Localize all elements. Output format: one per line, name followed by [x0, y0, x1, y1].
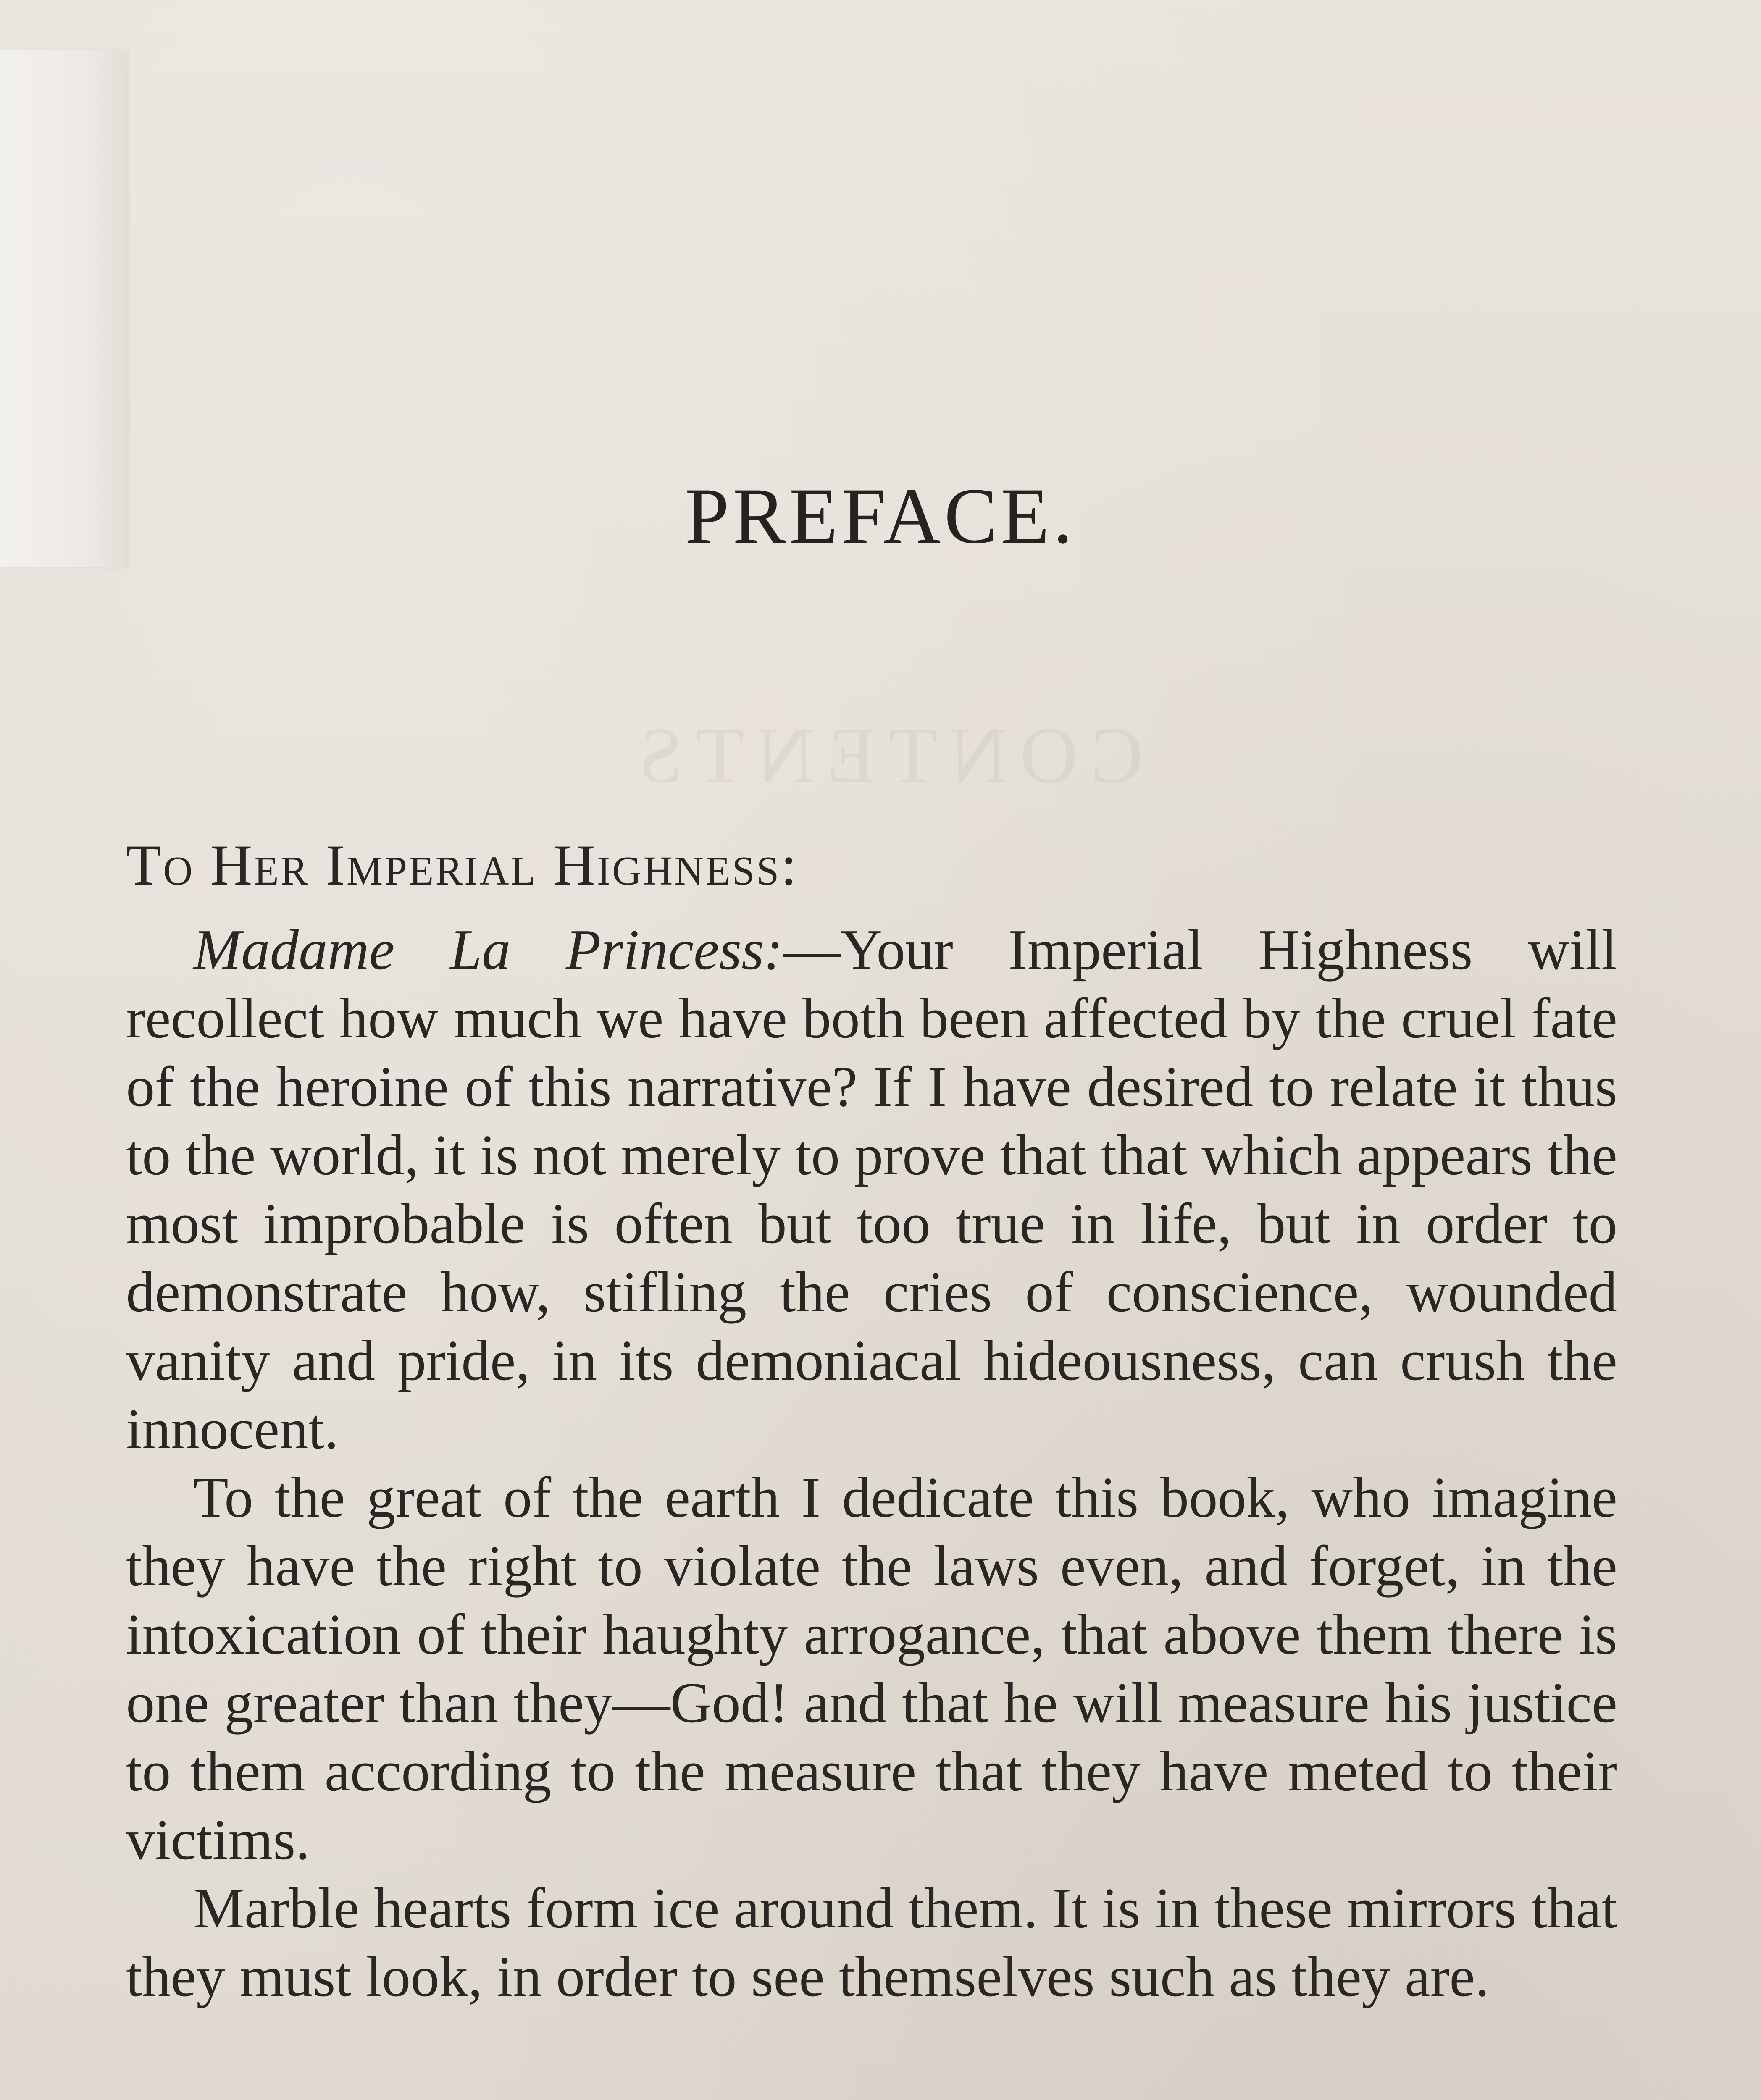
salutation: To Her Imperial Highness: [126, 833, 799, 897]
addressee: Madame La Princess: [193, 918, 783, 982]
bleed-through-text: CONTENTS [626, 711, 1144, 800]
page-title: PREFACE. [685, 472, 1076, 560]
preface-body [126, 916, 1617, 2011]
paragraph-1-text: —Your Imperial Highness will recollect how much we have both been affected by the cruel fate of the heroine of this narrative? If I have desired to relate it thus to the world, it is not merely to prove that that which appears the most improbable is often but too true in life, but in order to demonstrate how, stifling the cries of conscience, wounded vanity and pride, in its demoniacal hideousness, can crush the innocent. [126, 918, 1617, 1461]
paragraph-2: To the great of the earth I dedicate this book, who imagine they have the right to violate the laws even, and forget, in the intoxication of their haughty arrogance, that above them there is one greater than they—God! and that he will measure his justice to them according to the measure that they have meted to their victims. [126, 1465, 1617, 1872]
paragraph-3: Marble hearts form ice around them. It is in these mirrors that they must look, in order to see themselves such as they are. [126, 1876, 1617, 2008]
paragraph-1 [126, 916, 1617, 1463]
